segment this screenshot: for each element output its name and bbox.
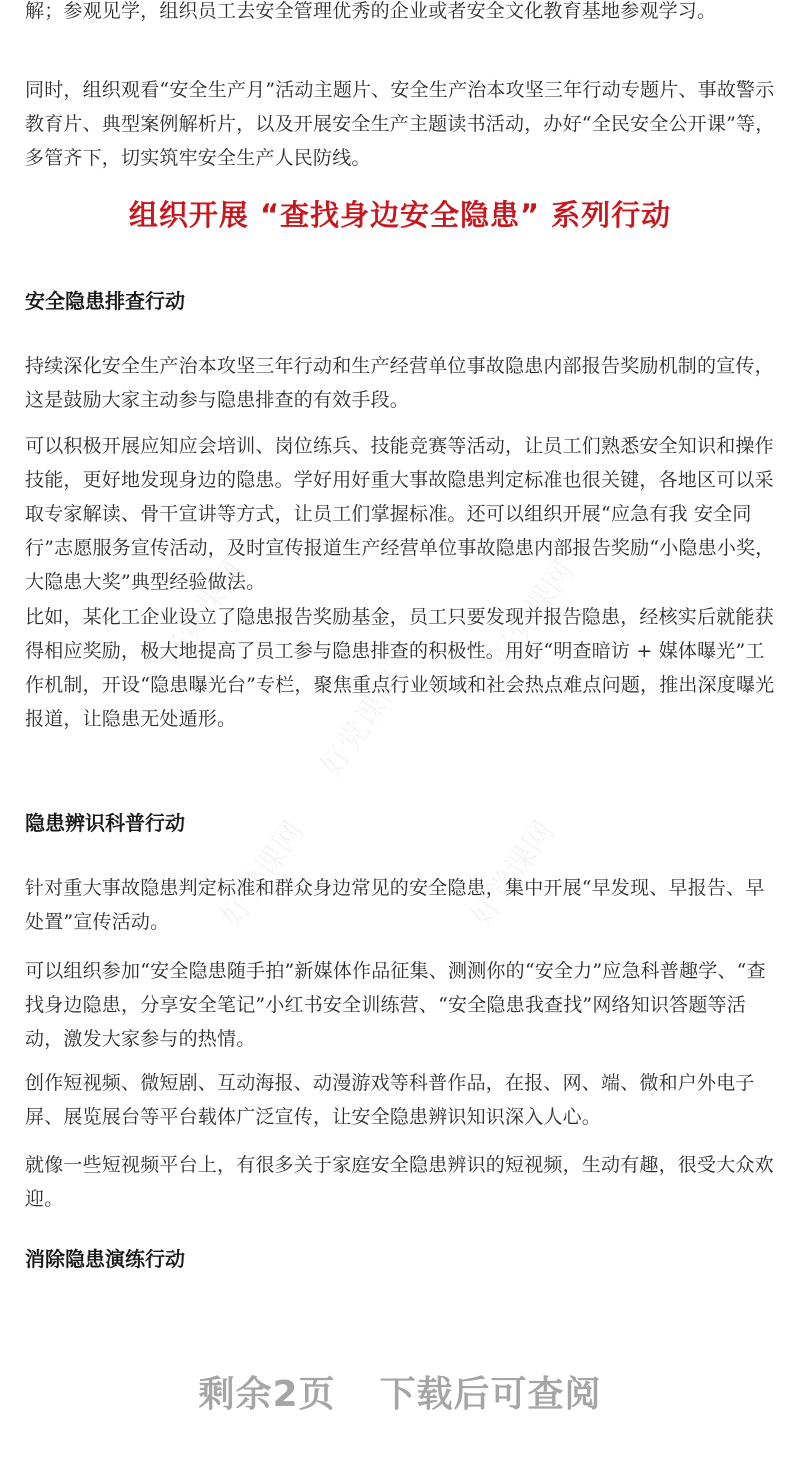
intro-paragraph-1: 解；参观见学，组织员工去安全管理优秀的企业或者安全文化教育基地参观学习。 <box>25 0 717 22</box>
section-2-paragraph-3: 创作短视频、微短剧、互动海报、动漫游戏等科普作品，在报、网、端、微和户外电子屏、展览展台等平台载体广泛宣传，让安全隐患辨识知识深入人心。 <box>25 1072 755 1128</box>
main-title: 组织开展 “查找身边安全隐患” 系列行动 <box>128 198 672 232</box>
section-heading-hazard-inspection: 安全隐患排查行动 <box>25 289 185 313</box>
download-prompt[interactable] <box>0 1366 800 1417</box>
section-1-paragraph-2: 可以积极开展应知应会培训、岗位练兵、技能竞赛等活动，让员工们熟悉安全知识和操作技能，更好地发现身边的隐患。学好用好重大事故隐患判定标准也很关键，各地区可以采取专家解读、骨干宣讲等方式，让员工们掌握标准。还可以组织开展“应急有我 安全同行”志愿服务宣传活动，及时宣传报道生产经营单位事故隐患内部报告奖励“小隐患小奖，大隐患大奖”典型经验做法。 <box>25 435 775 593</box>
section-1-paragraph-3: 比如，某化工企业设立了隐患报告奖励基金，员工只要发现并报告隐患，经核实后就能获得相应奖励，极大地提高了员工参与隐患排查的积极性。用好“明查暗访 + 媒体曝光”工作机制，开设“隐患曝光台”专栏，聚焦重点行业领域和社会热点难点问题，推出深度曝光报道，让隐患无处遁形。 <box>25 606 775 730</box>
section-heading-hazard-identification: 隐患辨识科普行动 <box>25 811 185 835</box>
remaining-pages-label: 剩余2页 <box>198 1374 336 1415</box>
intro-paragraph-2: 同时，组织观看“安全生产月”活动主题片、安全生产治本攻坚三年行动专题片、事故警示教育片、典型案例解析片，以及开展安全生产主题读书活动，办好“全民安全公开课”等，多管齐下，切实筑牢安全生产人民防线。 <box>25 79 775 169</box>
section-2-paragraph-4: 就像一些短视频平台上，有很多关于家庭安全隐患辨识的短视频，生动有趣，很受大众欢迎。 <box>25 1154 774 1210</box>
section-heading-hazard-elimination-drill: 消除隐患演练行动 <box>25 1247 185 1271</box>
download-hint-label: 下载后可查阅 <box>379 1374 602 1415</box>
section-1-paragraph-1: 持续深化安全生产治本攻坚三年行动和生产经营单位事故隐患内部报告奖励机制的宣传，这是鼓励大家主动参与隐患排查的有效手段。 <box>25 355 774 411</box>
section-2-paragraph-2: 可以组织参加“安全隐患随手拍”新媒体作品征集、测测你的“安全力”应急科普趣学、“查找身边隐患，分享安全笔记”小红书安全训练营、“安全隐患我查找”网络知识答题等活动，激发大家参与的热情。 <box>25 960 766 1050</box>
section-2-paragraph-1: 针对重大事故隐患判定标准和群众身边常见的安全隐患，集中开展“早发现、早报告、早处置”宣传活动。 <box>25 877 765 933</box>
